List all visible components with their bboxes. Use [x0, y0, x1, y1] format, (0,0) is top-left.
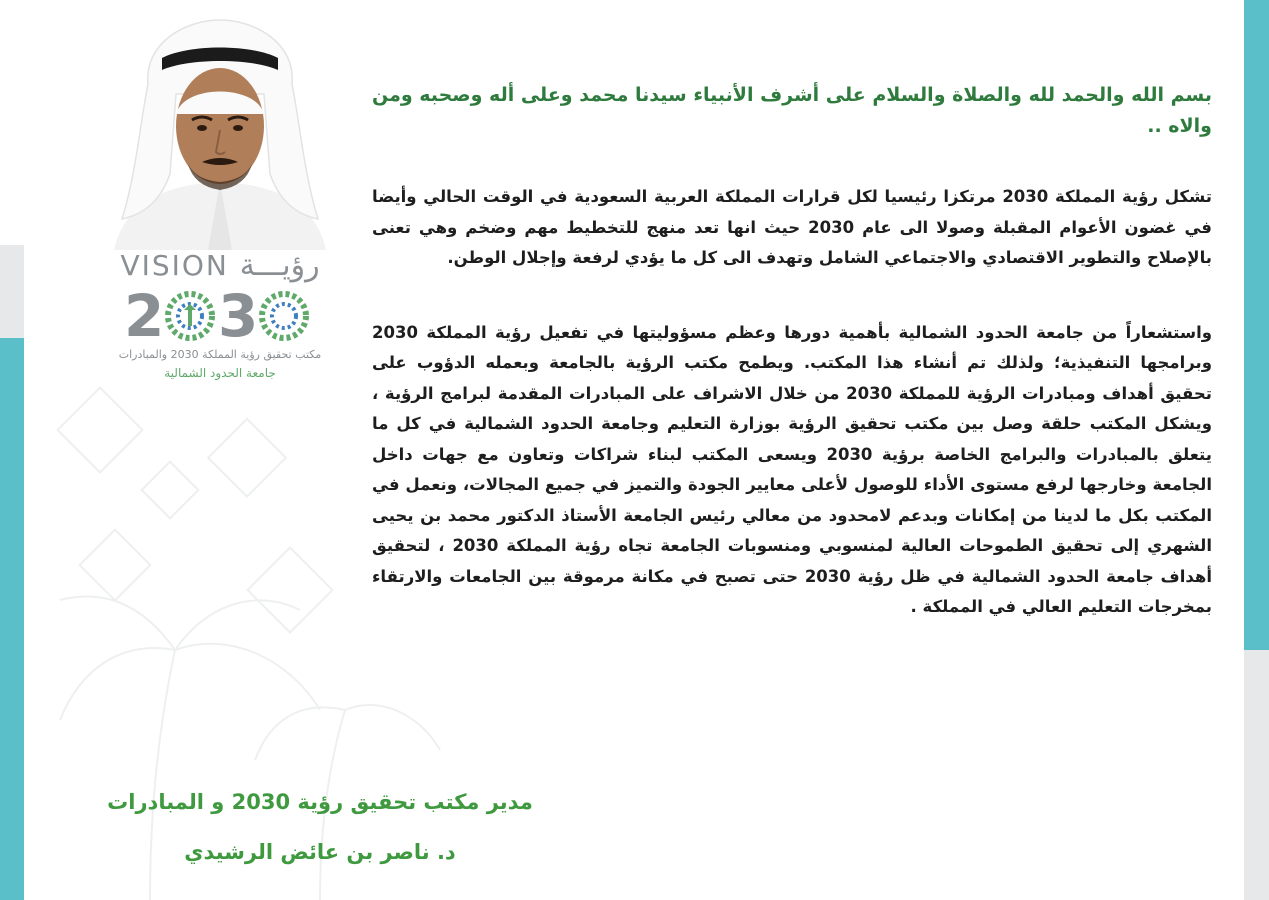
- university-name: جامعة الحدود الشمالية: [164, 366, 276, 380]
- paragraph-office-role: واستشعاراً من جامعة الحدود الشمالية بأهمية دورها وعظم مسؤوليتها في تفعيل رؤية المملكة 2030 وبرامجها التنفيذية؛ ولذلك تم أنشاء هذا المكتب. ويطمح مكتب الرؤية بالجامعة وبعمله الدؤوب على تحقيق أهداف ومبادرات الرؤية للمملكة 2030 من خلال الاشراف على المبادرات المقدمة لبرامج الرؤية ، ويشكل المكتب حلقة وصل بين مكتب تحقيق الرؤية بوزارة التعليم وجامعة الحدود الشمالية في كل ما يتعلق بالمبادرات والبرامج الخاصة برؤية 2030 ويسعى المكتب لبناء شراكات وتعاون مع جهات داخل الجامعة وخارجها لرفع مستوى الأداء للوصول لأعلى معايير الجودة والتميز في جميع المجالات، ونعمل في المكتب بكل ما لدينا من إمكانات وبدعم لامحدود من معالي رئيس الجامعة الأستاذ الدكتور محمد بن يحيى الشهري إلى تحقيق الطموحات العالية لمنسوبي ومنسوبات الجامعة تجاه رؤية المملكة 2030 ، لتحقيق أهداف جامعة الحدود الشمالية في ظل رؤية 2030 حتى تصبح في مكانة مرموقة بين الجامعات والارتقاء بمخرجات التعليم العالي في المملكة .: [372, 322, 1212, 616]
- vision-2030-logo: [100, 240, 340, 385]
- office-line: مكتب تحقيق رؤية المملكة 2030 والمبادرات: [118, 348, 322, 361]
- vision-latin: VISION: [120, 249, 229, 282]
- director-portrait: [104, 14, 336, 250]
- greeting-text: بسم الله والحمد لله والصلاة والسلام على أشرف الأنبياء سيدنا محمد وعلى أله وصحبه ومن والاه ..: [372, 84, 1212, 137]
- emblem-rosette-right: [262, 294, 306, 338]
- right-gray-bar: [1244, 650, 1269, 900]
- signature-title: مدير مكتب تحقيق رؤية 2030 و المبادرات: [107, 790, 533, 814]
- signature-name: د. ناصر بن عائض الرشيدي: [184, 840, 456, 864]
- vision-arabic: رؤيـــة: [239, 248, 320, 283]
- right-accent-bar: [1244, 0, 1269, 650]
- emblem-rosette-left: [168, 294, 212, 338]
- letter-body: [372, 80, 1212, 667]
- left-accent-bar: [0, 338, 24, 900]
- left-gray-bar: [0, 245, 24, 338]
- year-2030-mark: [100, 280, 340, 350]
- year-digit-middle: 3: [218, 282, 259, 350]
- vision-wordmark: [100, 248, 340, 283]
- paragraph-vision-intro: تشكل رؤية المملكة 2030 مرتكزا رئيسيا لكل قرارات المملكة العربية السعودية في الوقت الحالي وأيضا في غضون الأعوام المقبلة وصولا الى عام 2030 حيث انها تعد منهج للتخطيط مهم وضخم وهي تعنى بالإصلاح والتطوير الاقتصادي والاجتماعي الشامل وتهدف الى كل ما يؤدي لرفعة وإجلال الوطن.: [372, 187, 1213, 267]
- year-digit-left: 2: [124, 282, 165, 350]
